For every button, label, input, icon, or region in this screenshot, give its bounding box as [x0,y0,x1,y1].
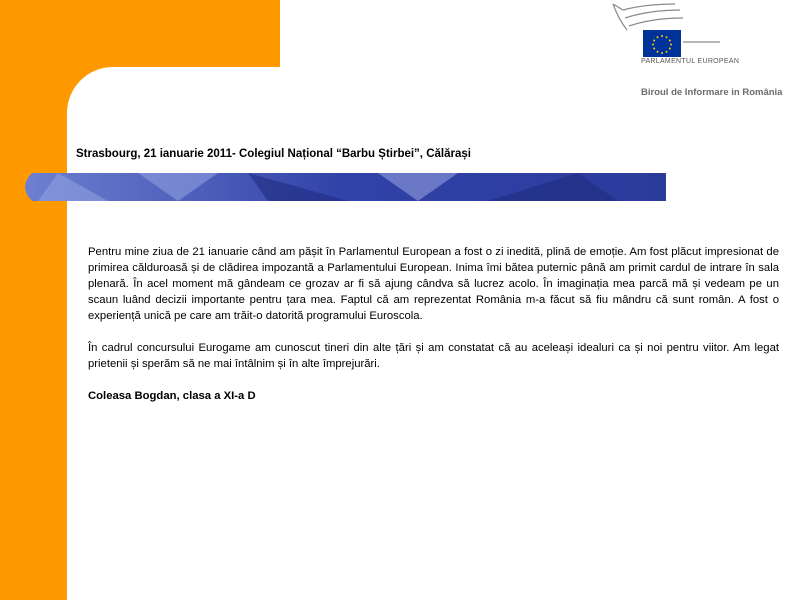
page-title: Strasbourg, 21 ianuarie 2011- Colegiul Național “Barbu Știrbei”, Călărași [76,148,471,160]
article-paragraph: Pentru mine ziua de 21 ianuarie când am pășit în Parlamentul European a fost o zi inedită, plină de emoție. Am fost plăcut impresionat de primirea călduroasă și de clădirea impozantă a Parlamentului European. Inima îmi bătea puternic până am primit cardul de intrare în sala plenară. În acel moment mă gândeam ce grozav ar fi să ajung cândva să lucrez acolo. În imaginația mea parcă mă și vedeam pe un scaun luând decizii importante pentru țara mea. Faptul că am reprezentat România m-a făcut să fiu mândru că sunt român. A fost o experiență unică pe care am trăit-o datorită programului Euroscola. [88,246,779,322]
article-body [88,244,779,404]
article-signature: Coleasa Bogdan, clasa a XI-a D [88,390,256,402]
article-paragraph: În cadrul concursului Eurogame am cunoscut tineri din alte țări și am constatat că au aceleași idealuri ca și noi pentru viitor. Am legat prietenii și sperăm să ne mai întâlnim și în alte împrejurări. [88,342,779,370]
office-name: Biroul de Informare in România [641,87,783,98]
decorative-banner [18,173,666,201]
logo-caption: PARLAMENTUL EUROPEAN [641,58,740,65]
